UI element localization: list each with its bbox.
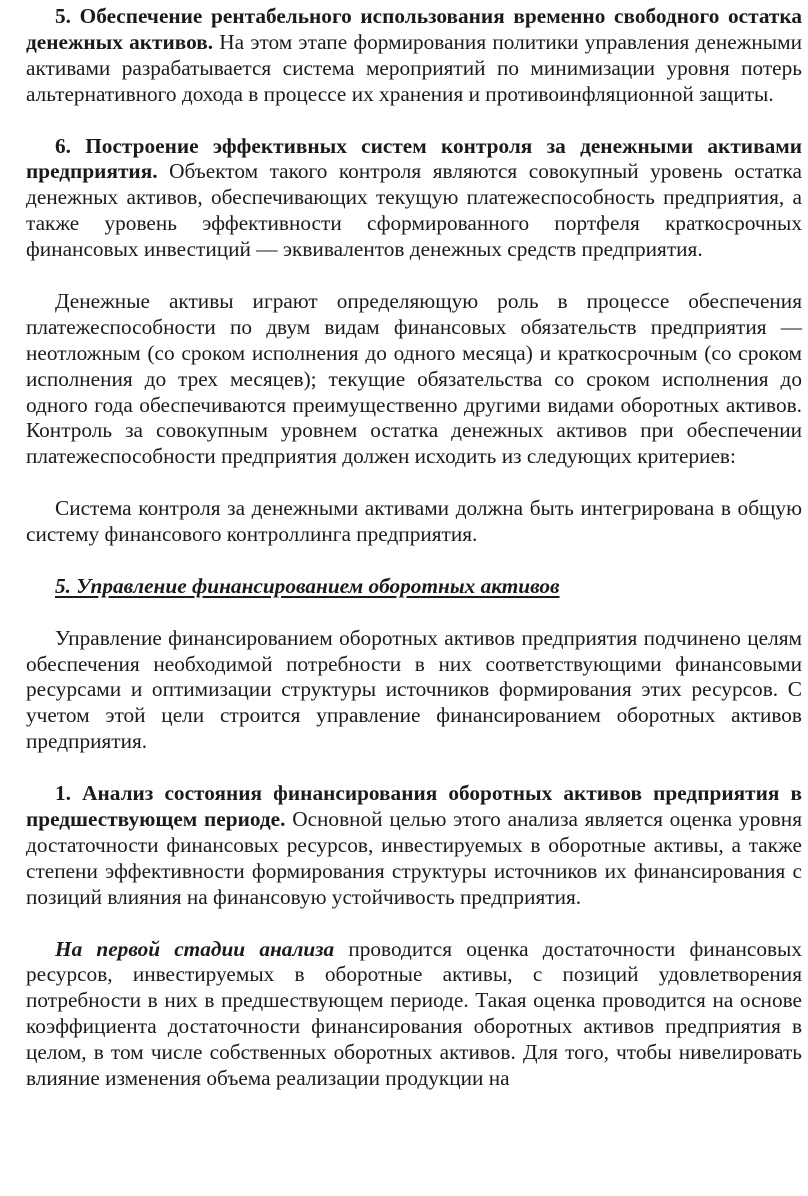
paragraph-body: Основной целью этого анализа является оценка уровня достаточности финансовых ресурсов, инвестируемых в оборотные активы, а также степени эффективности формирования структуры источников их финансирования с позиций влияния на финансовую устойчивость предприятия. [26,807,802,909]
paragraph-profitable-use [26,4,802,108]
paragraph-body: Управление финансированием оборотных активов предприятия подчинено целям обеспечения необходимой потребности в них соответствующими финансовыми ресурсами и оптимизации структуры источников формирования этих ресурсов. С учетом этой цели строится управление финансированием оборотных активов предприятия. [26,625,802,754]
paragraph-lead-bold: 6. Построение эффективных систем контроля за денежными активами предприятия. [26,133,802,184]
paragraph-body: Система контроля за денежными активами должна быть интегрирована в общую систему финансового контроллинга предприятия. [26,496,802,547]
paragraph-lead-bold-italic: На первой стадии анализа [55,936,335,961]
paragraph-body: Объектом такого контроля являются совокупный уровень остатка денежных активов, обеспечивающих текущую платежеспособность предприятия, а также уровень эффективности сформированного портфеля краткосрочных финансовых инвестиций — эквивалентов денежных средств предприятия. [26,159,802,262]
document-page [26,4,802,1092]
section-heading: 5. Управление финансированием оборотных активов [55,573,560,598]
paragraph-body: На этом этапе формирования политики управления денежными активами разрабатывается система мероприятий по минимизации уровня потерь альтернативного дохода в процессе их хранения и противоинфляционной защиты. [26,29,802,106]
paragraph-control-integration [26,496,802,548]
paragraph-body: проводится оценка достаточности финансовых ресурсов, инвестируемых в оборотные активы, с позиций удовлетворения потребности в них в предшествующем периоде. Такая оценка проводится на основе коэффициента достаточности финансирования оборотных активов предприятия в целом, в том числе собственных оборотных активов. Для того, чтобы нивелировать влияние изменения объема реализации продукции на [26,936,802,1091]
paragraph-control-systems [26,134,802,264]
paragraph-lead-bold: 1. Анализ состояния финансирования оборотных активов предприятия в предшествующем периоде. [26,781,802,831]
paragraph-lead-bold: 5. Обеспечение рентабельного использования временно свободного остатка денежных активов. [26,4,802,54]
paragraph-first-stage [26,937,802,1092]
paragraph-financing-analysis [26,781,802,911]
paragraph-financing-management [26,626,802,756]
paragraph-monetary-assets-role [26,289,802,470]
paragraph-body: Денежные активы играют определяющую роль в процессе обеспечения платежеспособности по двум видам финансовых обязательств предприятия — неотложным (со сроком исполнения до одного месяца) и краткосрочным (со сроком исполнения до трех месяцев); текущие обязательства со сроком исполнения до одного года обеспечиваются преимущественно другими видами оборотных активов. Контроль за совокупным уровнем остатка денежных активов при обеспечении платежеспособности предприятия должен исходить из следующих критериев: [26,288,802,469]
